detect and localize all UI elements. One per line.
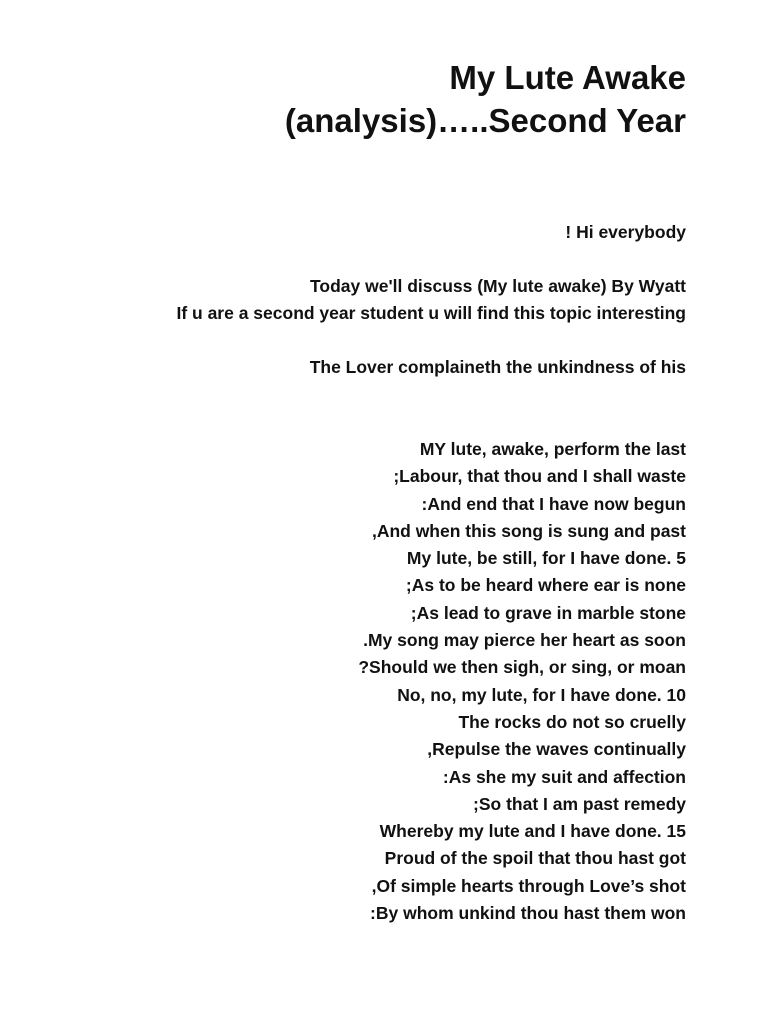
poem-line: :As she my suit and affection <box>442 766 686 787</box>
poem-line: ,And when this song is sung and past <box>371 520 686 541</box>
poem-text <box>26 436 686 927</box>
poem-subtitle: The Lover complaineth the unkindness of his <box>309 357 686 377</box>
poem-line: No, no, my lute, for I have done. 10 <box>397 684 686 705</box>
poem-line: ;As to be heard where ear is none <box>405 575 686 596</box>
poem-line: ;So that I am past remedy <box>473 793 686 814</box>
poem-line: .My song may pierce her heart as soon <box>363 630 686 651</box>
document-title <box>86 56 686 142</box>
poem-line: My lute, be still, for I have done. 5 <box>406 548 686 569</box>
intro-paragraph <box>26 273 686 327</box>
poem-line: :By whom unkind thou hast them won <box>370 903 686 924</box>
poem-line: ?Should we then sigh, or sing, or moan <box>358 657 686 678</box>
title-line-1: My Lute Awake <box>449 59 686 96</box>
poem-line: Whereby my lute and I have done. 15 <box>379 821 686 842</box>
poem-line: ;As lead to grave in marble stone <box>410 602 686 623</box>
poem-line: Proud of the spoil that thou hast got <box>384 848 686 869</box>
poem-line: The rocks do not so cruelly <box>458 711 686 732</box>
greeting-text: ! Hi everybody <box>565 222 686 242</box>
intro-line-2: If u are a second year student u will find this topic interesting <box>176 303 686 323</box>
intro-line-1: Today we'll discuss (My lute awake) By Wyatt <box>310 276 686 296</box>
poem-line: ;Labour, that thou and I shall waste <box>393 466 686 487</box>
poem-line: MY lute, awake, perform the last <box>419 439 686 459</box>
poem-line: :And end that I have now begun <box>421 493 686 514</box>
poem-line: ,Repulse the waves continually <box>427 739 686 760</box>
poem-line: ,Of simple hearts through Love’s shot <box>371 875 686 896</box>
title-line-2: (analysis)…..Second Year <box>284 102 686 139</box>
